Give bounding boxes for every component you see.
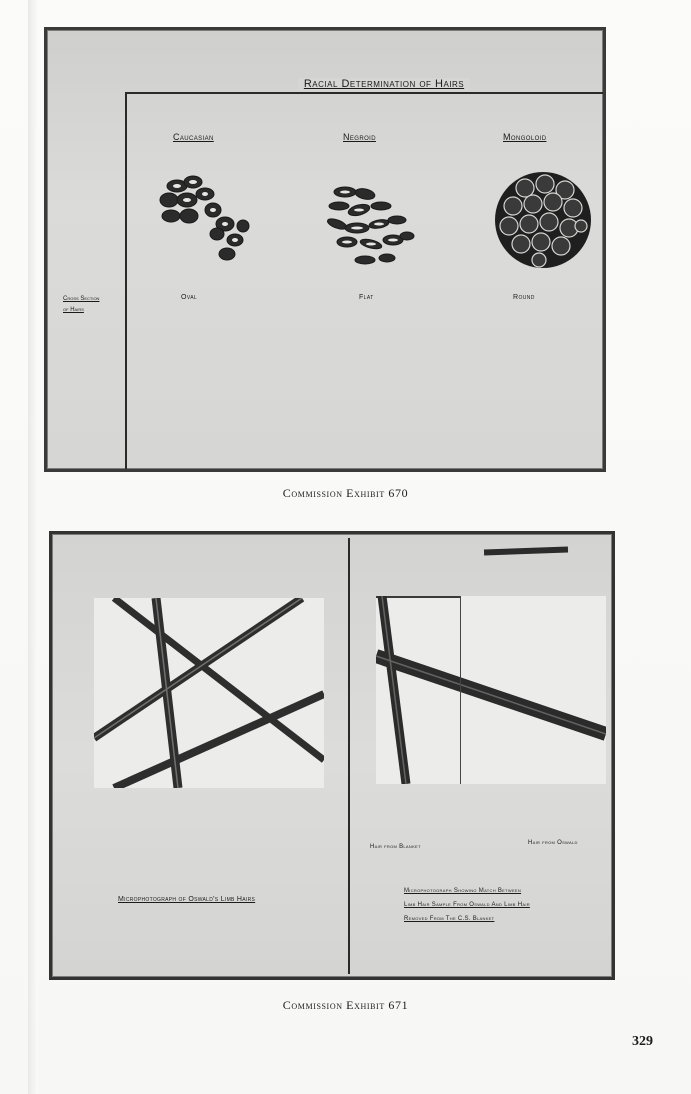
shape-label-flat: Flat	[359, 294, 374, 301]
row-label-cross-section	[63, 294, 99, 316]
column-heading-negroid: Negroid	[343, 132, 376, 142]
exhibit-671-photo	[49, 531, 615, 980]
exhibit-671-caption: Commission Exhibit 671	[282, 998, 409, 1012]
caucasian-hair-cross-sections	[155, 172, 255, 268]
shape-label-oval: Oval	[181, 294, 198, 301]
limb-hairs-image	[94, 598, 324, 788]
comparison-seam	[460, 596, 461, 784]
microphotograph-right	[376, 596, 606, 784]
exhibit-670-photo	[44, 27, 606, 472]
mongoloid-hair-cross-sections	[493, 170, 593, 270]
exhibit-670-title: Racial Determination of Hairs	[298, 78, 470, 90]
match-hairs-image	[376, 596, 606, 784]
sub-label-hair-from-oswald: Hair from Oswald	[528, 840, 578, 846]
page-edge-shadow	[28, 0, 38, 1094]
ruler-strip	[484, 547, 568, 556]
microphotograph-left	[94, 598, 324, 788]
right-panel-label-line-1: Microphotograph Showing Match Between	[404, 888, 522, 894]
panel-divider-line	[348, 538, 350, 974]
column-heading-caucasian: Caucasian	[173, 132, 214, 142]
page-number: 329	[632, 1034, 653, 1049]
chart-horizontal-line	[125, 92, 605, 94]
sub-label-hair-from-blanket: Hair from Blanket	[370, 844, 421, 850]
right-panel-label-line-3: Removed From The C.S. Blanket	[404, 916, 495, 922]
shape-label-round: Round	[513, 294, 535, 301]
exhibit-670-title-wrap	[47, 78, 603, 90]
exhibit-tag-strip	[527, 27, 598, 44]
negroid-hair-cross-sections	[321, 180, 421, 272]
row-label-line-1: Cross Section	[63, 296, 100, 302]
row-label-line-2: of Hairs	[63, 307, 84, 313]
exhibit-670-caption: Commission Exhibit 670	[282, 486, 409, 500]
chart-vertical-line	[125, 92, 127, 472]
left-panel-label: Microphotograph of Oswald's Limb Hairs	[118, 896, 256, 903]
column-heading-mongoloid: Mongoloid	[503, 132, 547, 142]
right-panel-label-line-2: Limb Hair Sample From Oswald And Limb Hair	[404, 902, 530, 908]
